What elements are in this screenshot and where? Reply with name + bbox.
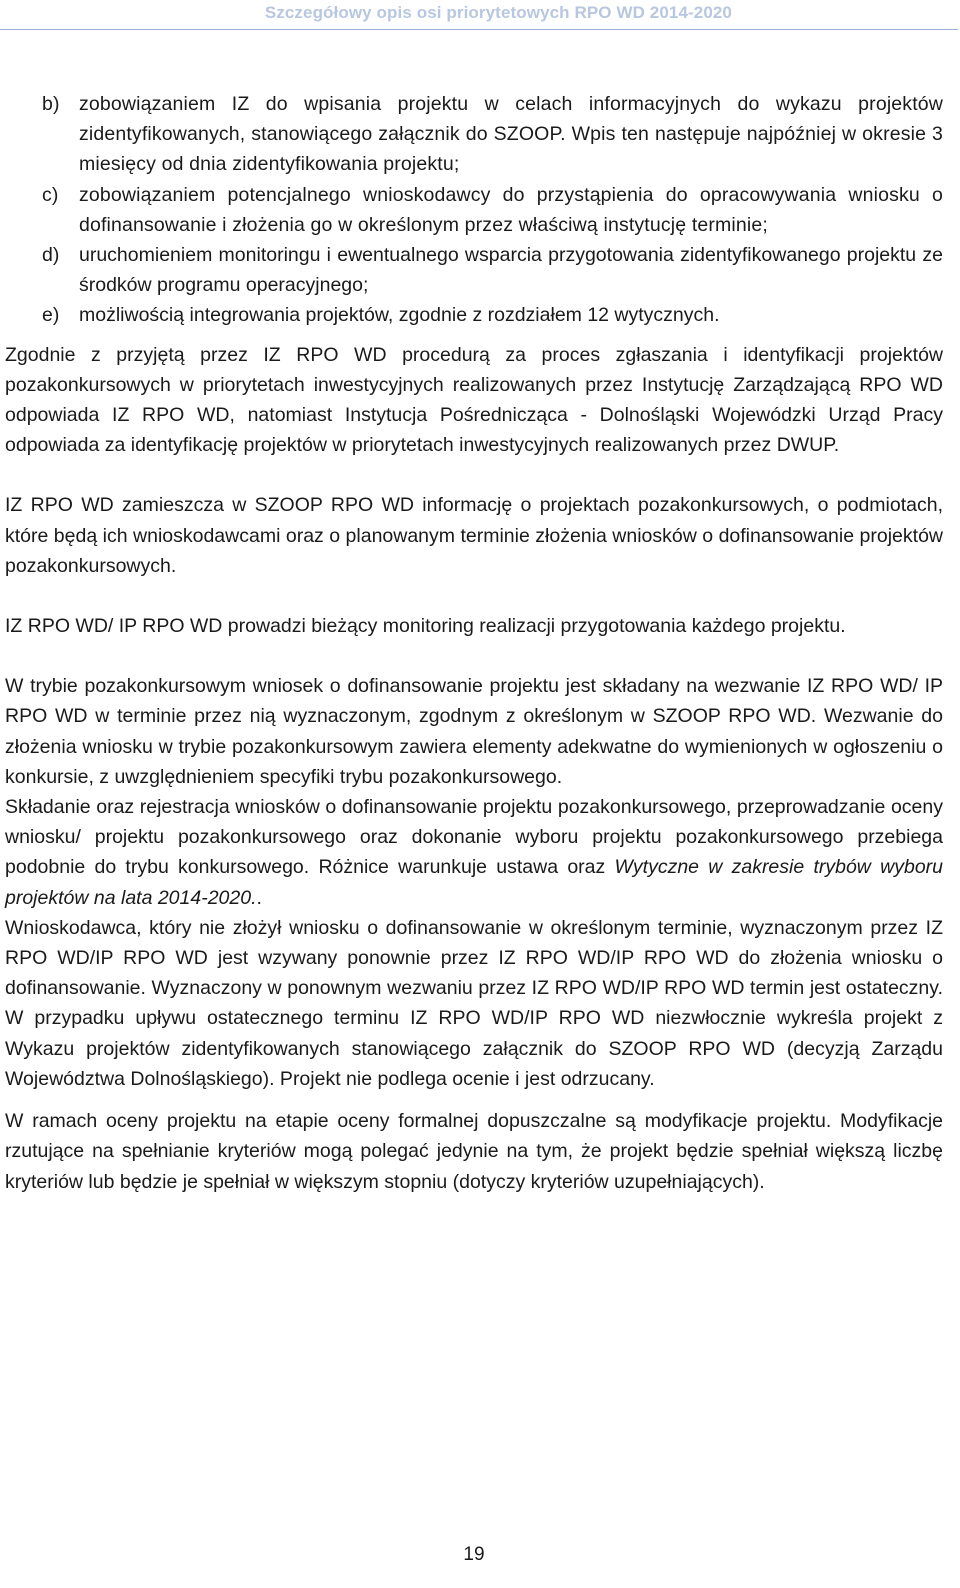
- guidelines-title: Wytyczne w zakresie trybów wyboru projektów na lata 2014-2020.: [5, 856, 943, 909]
- list-item: [5, 89, 943, 180]
- paragraph-szoop-information: IZ RPO WD zamieszcza w SZOOP RPO WD informację o projektach pozakonkursowych, o podmiotach, które będą ich wnioskodawcami oraz o planowanym terminie złożenia wniosków o dofinansowanie projektów pozakonkursowych.: [5, 494, 943, 577]
- paragraph-text: .: [256, 886, 262, 909]
- list-item-text: zobowiązaniem IZ do wpisania projektu w celach informacyjnych do wykazu projektów zidentyfikowanych, stanowiącego załącznik do SZOOP. Wpis ten następuje najpóźniej w okresie 3 miesięcy od dnia zidentyfikowania projektu;: [79, 93, 943, 176]
- paragraph-registration-evaluation: [5, 792, 943, 913]
- paragraph-monitoring: IZ RPO WD/ IP RPO WD prowadzi bieżący monitoring realizacji przygotowania każdego projektu.: [5, 615, 846, 638]
- list-marker: e): [42, 304, 60, 327]
- list-marker: d): [42, 244, 60, 267]
- page-header: [0, 0, 960, 30]
- document-body: [5, 89, 943, 1197]
- header-title: Szczegółowy opis osi priorytetowych RPO WD 2014-2020: [264, 3, 732, 22]
- list-item: [5, 300, 943, 330]
- list-item-text: uruchomieniem monitoringu i ewentualnego wsparcia przygotowania zidentyfikowanego projektu ze środków programu operacyjnego;: [79, 244, 943, 297]
- paragraph-project-modifications: W ramach oceny projektu na etapie oceny formalnej dopuszczalne są modyfikacje projektu. Modyfikacje rzutujące na spełnianie kryteriów mogą polegać jedynie na tym, że projekt będzie spełniał większą liczbę kryteriów lub będzie je spełniał w większym stopniu (dotyczy kryteriów uzupełniających).: [5, 1110, 943, 1193]
- list-item-text: możliwością integrowania projektów, zgodnie z rozdziałem 12 wytycznych.: [79, 304, 720, 327]
- lettered-list: [5, 89, 943, 331]
- header-divider: [0, 29, 958, 30]
- list-item: [5, 180, 943, 240]
- list-item: [5, 240, 943, 300]
- paragraph-application-summons: W trybie pozakonkursowym wniosek o dofinansowanie projektu jest składany na wezwanie IZ RPO WD/ IP RPO WD w terminie przez nią wyznaczonym, zgodnym z określonym w SZOOP RPO WD. Wezwanie do złożenia wniosku w trybie pozakonkursowym zawiera elementy adekwatne do wymienionych w ogłoszeniu o konkursie, z uwzględnieniem specyfiki trybu pozakonkursowego.: [5, 675, 943, 788]
- paragraph-repeated-summons: Wnioskodawca, który nie złożył wniosku o dofinansowanie w określonym terminie, wyznaczonym przez IZ RPO WD/IP RPO WD jest wzywany ponownie przez IZ RPO WD/IP RPO WD do złożenia wniosku o dofinansowanie. Wyznaczony w ponownym wezwaniu przez IZ RPO WD/IP RPO WD termin jest ostateczny. W przypadku upływu ostatecznego terminu IZ RPO WD/IP RPO WD niezwłocznie wykreśla projekt z Wykazu projektów zidentyfikowanych stanowiącego załącznik do SZOOP RPO WD (decyzją Zarządu Województwa Dolnośląskiego). Projekt nie podlega ocenie i jest odrzucany.: [5, 916, 943, 1090]
- list-marker: c): [42, 183, 59, 206]
- page-number: 19: [463, 1544, 485, 1565]
- list-item-text: zobowiązaniem potencjalnego wnioskodawcy do przystąpienia do opracowywania wniosku o dofinansowanie i złożenia go w określonym przez właściwą instytucję terminie;: [79, 183, 943, 236]
- paragraph-identification-procedure: Zgodnie z przyjętą przez IZ RPO WD procedurą za proces zgłaszania i identyfikacji projektów pozakonkursowych w priorytetach inwestycyjnych realizowanych przez Instytucję Zarządzającą RPO WD odpowiada IZ RPO WD, natomiast Instytucja Pośrednicząca - Dolnośląski Wojewódzki Urząd Pracy odpowiada za identyfikację projektów w priorytetach inwestycyjnych realizowanych przez DWUP.: [5, 343, 943, 457]
- paragraph-text: Składanie oraz rejestracja wniosków o dofinansowanie projektu pozakonkursowego, przeprowadzanie oceny wniosku/ projektu pozakonkursowego oraz dokonanie wyboru projektu pozakonkursowego przebiega podobnie do trybu konkursowego. Różnice warunkuje ustawa oraz: [5, 796, 943, 879]
- list-marker: b): [42, 93, 60, 115]
